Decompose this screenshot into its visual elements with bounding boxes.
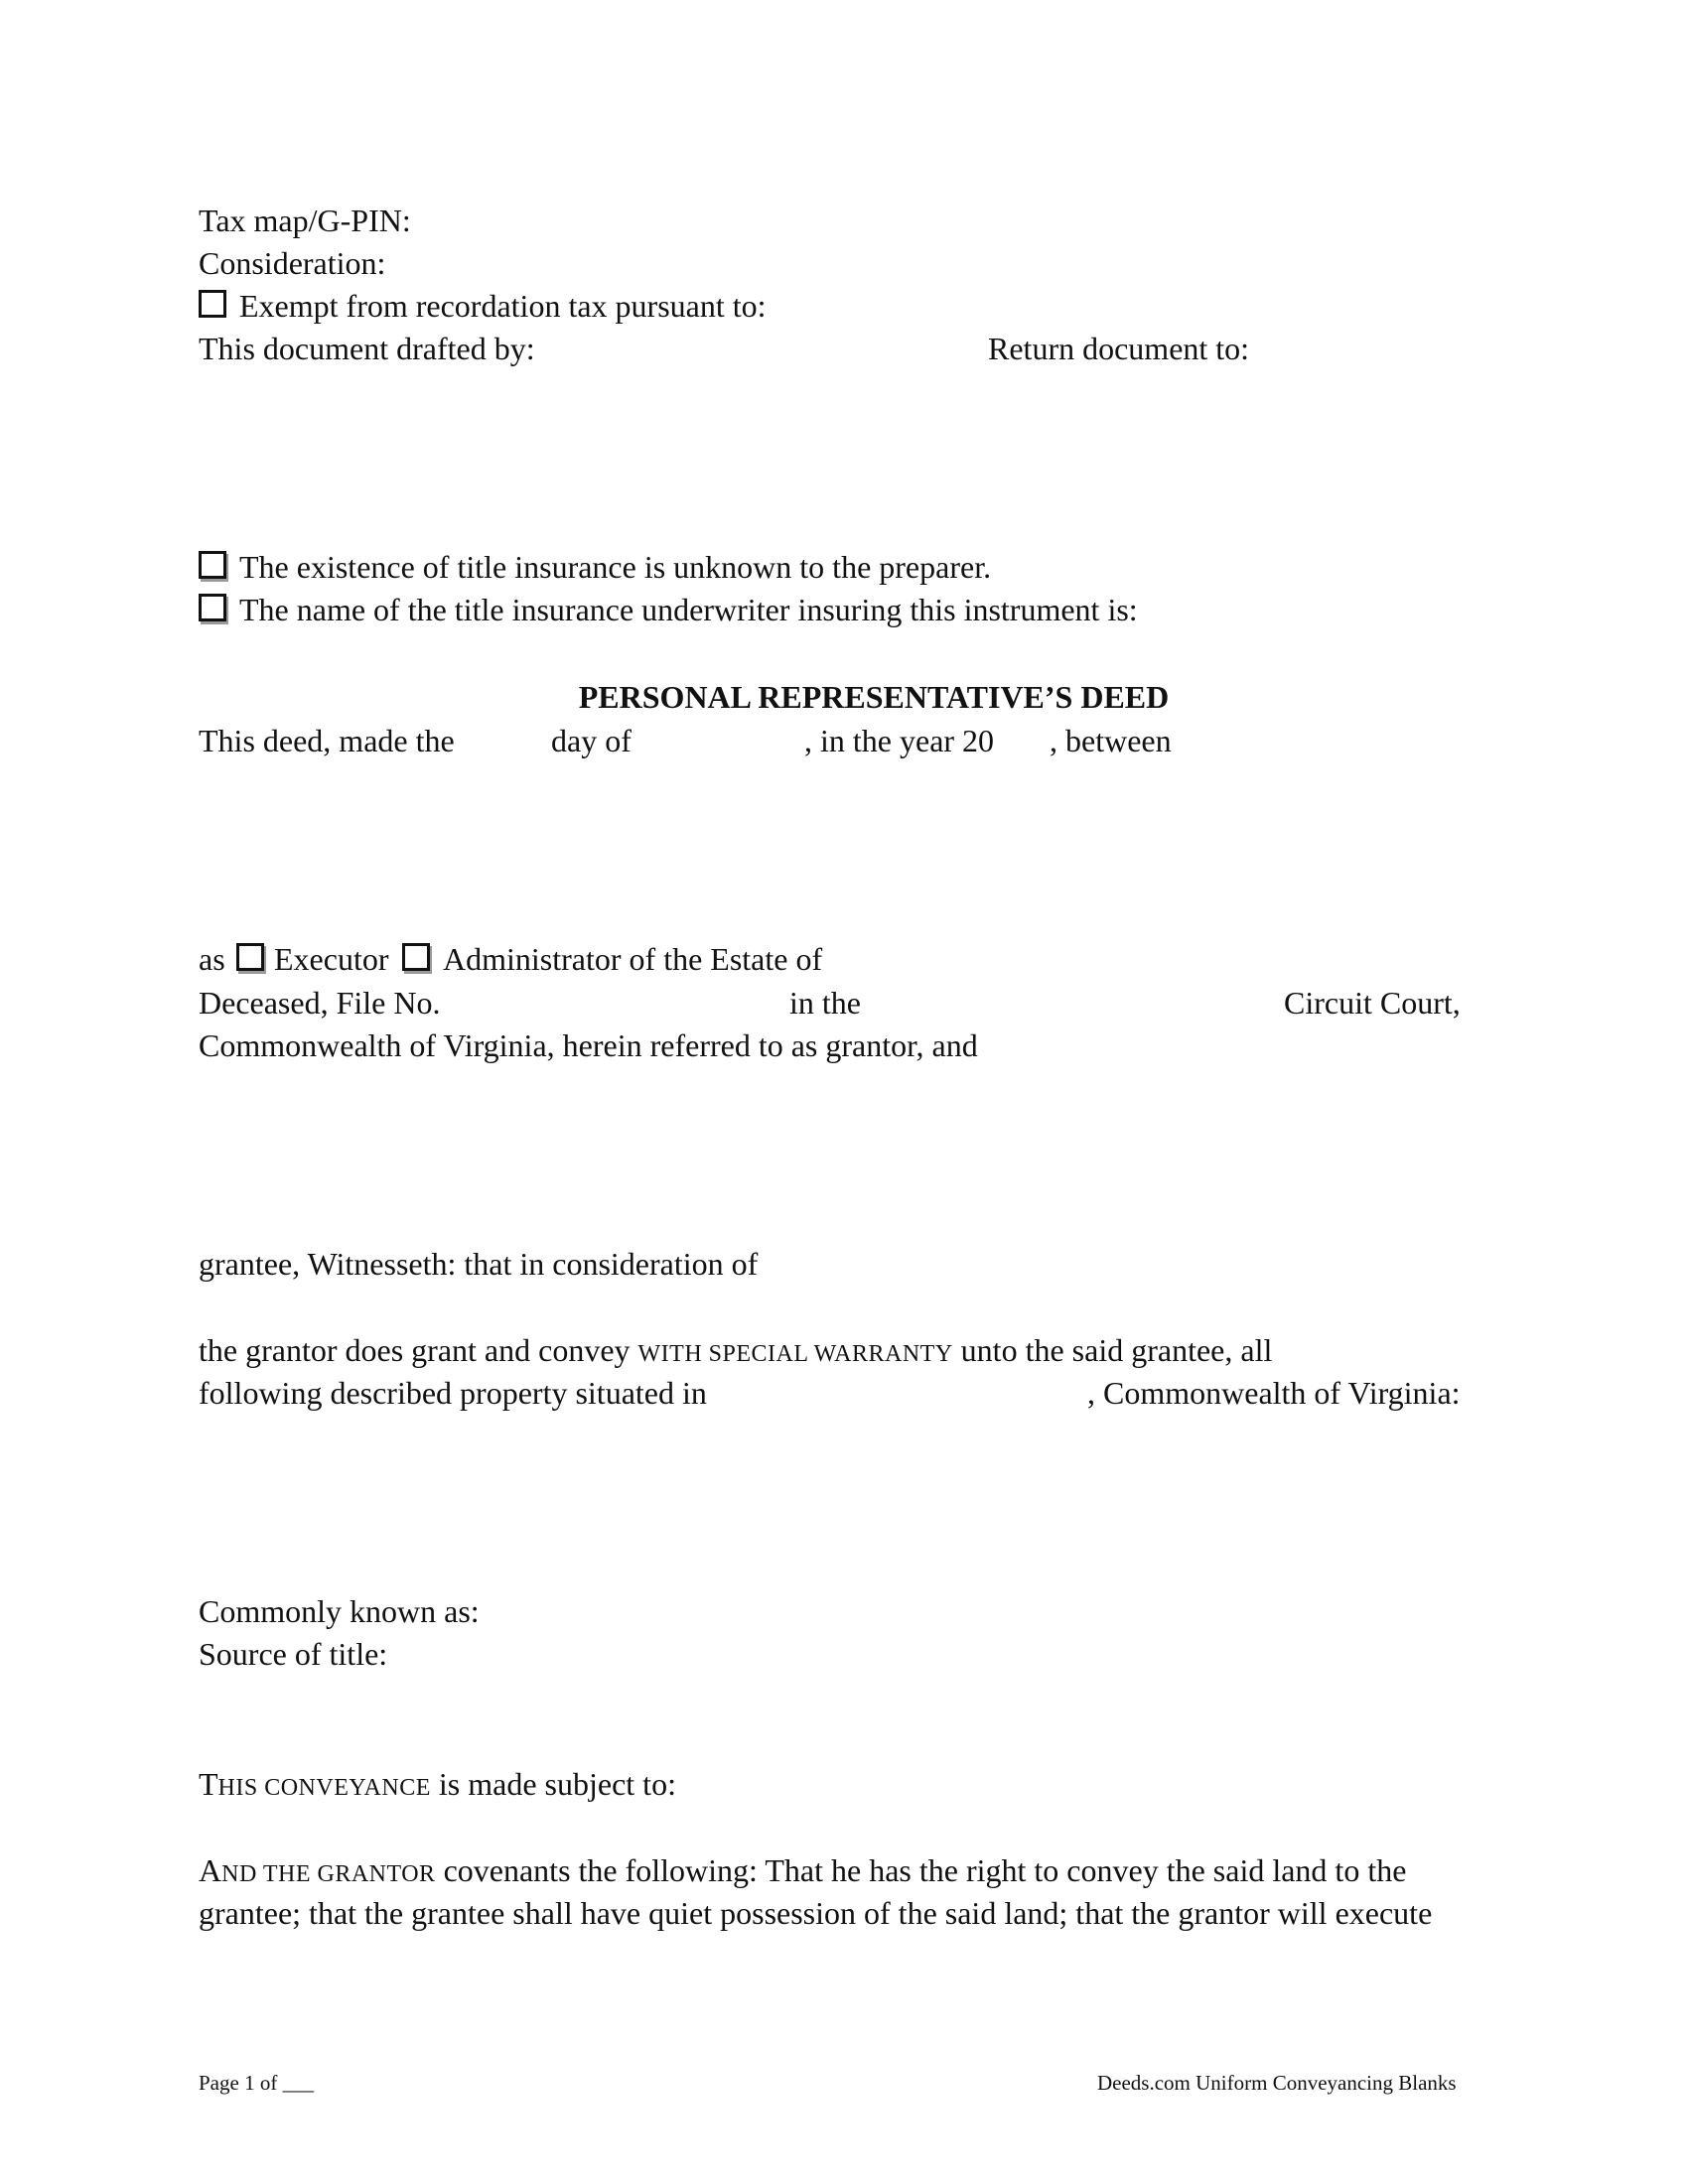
grant-convey-tail: unto the said grantee, all xyxy=(960,1332,1273,1368)
title-insurance-unknown-checkbox[interactable] xyxy=(199,551,226,579)
conveyance-smallcaps: HIS CONVEYANCE xyxy=(217,1775,431,1801)
grant-convey-lead: the grantor does grant and convey xyxy=(199,1332,631,1368)
exempt-checkbox[interactable] xyxy=(199,290,226,318)
drafted-by-label: This document drafted by: xyxy=(199,331,535,366)
conveyance-subject-text xyxy=(199,1768,676,1800)
deed-made-the-label: This deed, made the xyxy=(199,723,455,758)
executor-checkbox[interactable] xyxy=(236,943,264,971)
property-situated-label: following described property situated in xyxy=(199,1375,707,1411)
special-warranty-text: WITH SPECIAL WARRANTY xyxy=(637,1341,953,1367)
conveyance-initial: T xyxy=(199,1766,218,1802)
commonwealth-grantor-text: Commonwealth of Virginia, herein referred to as grantor, and xyxy=(199,1027,978,1063)
covenants-line-1 xyxy=(199,1854,1406,1886)
as-label: as xyxy=(199,941,225,977)
grantor-smallcaps: ND THE GRANTOR xyxy=(221,1861,436,1887)
in-the-label: in the xyxy=(789,985,861,1021)
between-label: , between xyxy=(1050,723,1172,758)
title-insurance-underwriter-label: The name of the title insurance underwriter insuring this instrument is: xyxy=(239,592,1138,627)
grantor-initial: A xyxy=(199,1852,222,1888)
consideration-label: Consideration: xyxy=(199,245,386,281)
administrator-checkbox[interactable] xyxy=(402,943,430,971)
title-insurance-underwriter-checkbox[interactable] xyxy=(199,594,226,621)
day-of-label: day of xyxy=(551,723,632,758)
grantee-witnesseth-text: grantee, Witnesseth: that in consideration of xyxy=(199,1246,759,1282)
footer-brand: Deeds.com Uniform Conveyancing Blanks xyxy=(1097,2071,1457,2095)
deed-title: PERSONAL REPRESENTATIVE’S DEED xyxy=(578,679,1170,715)
circuit-court-label: Circuit Court, xyxy=(1284,985,1461,1021)
conveyance-rest: is made subject to: xyxy=(438,1766,676,1802)
page-number: Page 1 of ___ xyxy=(199,2071,315,2095)
commonly-known-label: Commonly known as: xyxy=(199,1593,480,1629)
source-of-title-label: Source of title: xyxy=(199,1636,388,1672)
exempt-label: Exempt from recordation tax pursuant to: xyxy=(239,288,767,324)
grant-convey-text xyxy=(199,1334,1272,1366)
in-the-year-label: , in the year 20 xyxy=(804,723,995,758)
administrator-label: Administrator of the Estate of xyxy=(443,941,823,977)
title-insurance-unknown-label: The existence of title insurance is unknown to the preparer. xyxy=(239,549,992,585)
return-to-label: Return document to: xyxy=(988,331,1250,366)
covenants-text-1: covenants the following: That he has the right to convey the said land to the xyxy=(443,1852,1407,1888)
commonwealth-virginia-label: , Commonwealth of Virginia: xyxy=(1087,1375,1461,1411)
covenants-line-2: grantee; that the grantee shall have quiet possession of the said land; that the grantor will execute xyxy=(199,1895,1433,1931)
executor-label: Executor xyxy=(274,941,389,977)
tax-map-label: Tax map/G-PIN: xyxy=(199,203,411,238)
deceased-file-no-label: Deceased, File No. xyxy=(199,985,441,1021)
